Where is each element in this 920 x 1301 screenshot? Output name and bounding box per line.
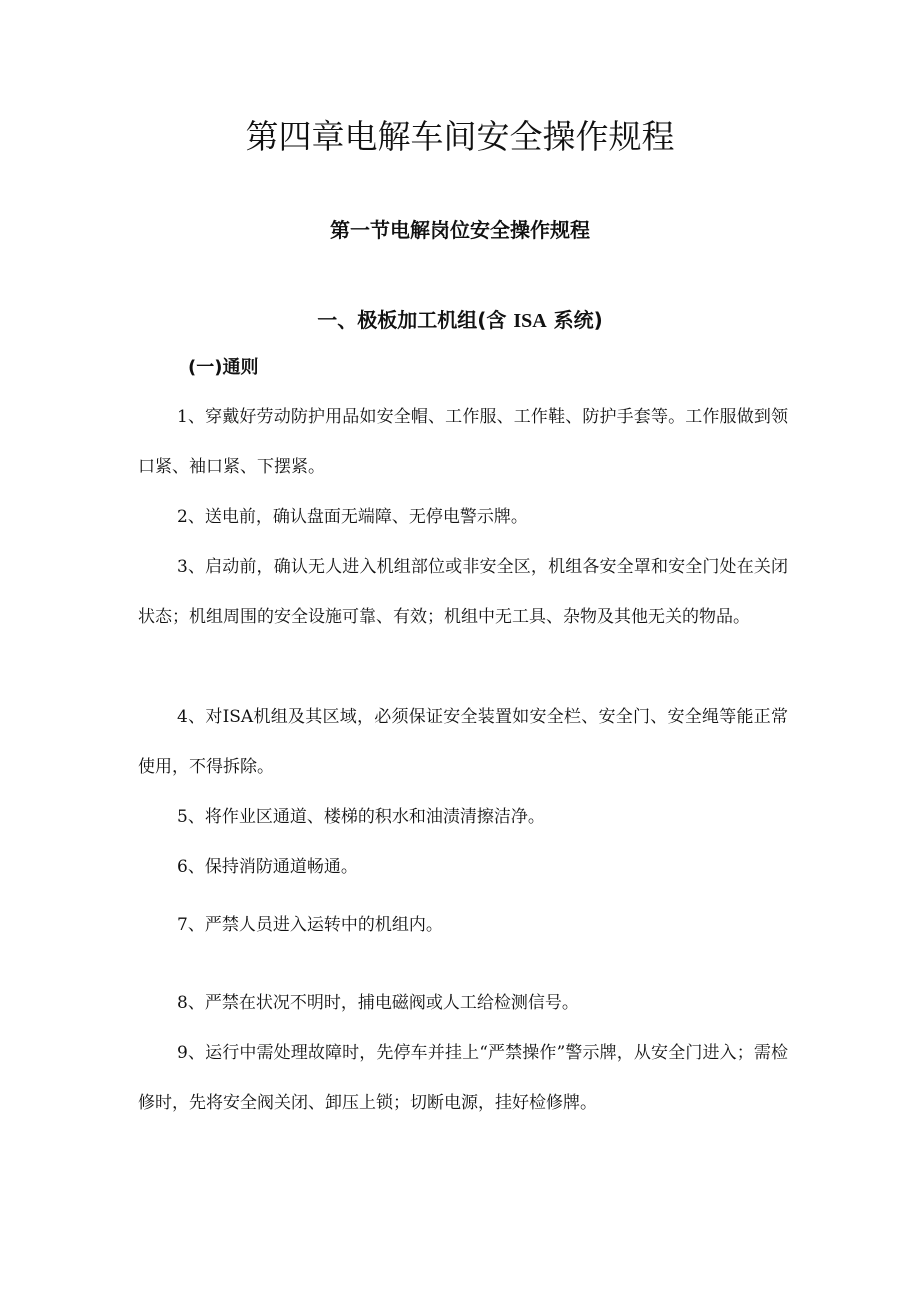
rule-item-9: 9、运行中需处理故障时，先停车并挂上“严禁操作”警示牌，从安全门进入；需检修时，先将安全阀关闭、卸压上锁；切断电源，挂好检修牌。 [138, 1043, 788, 1113]
section-title: 第一节电解岗位安全操作规程 [330, 218, 590, 242]
rule-item-3: 3、启动前，确认无人进入机组部位或非安全区，机组各安全罩和安全门处在关闭状态；机组周围的安全设施可靠、有效；机组中无工具、杂物及其他无关的物品。 [138, 557, 788, 627]
rule-item-5: 5、将作业区通道、楼梯的积水和油渍清擦洁净。 [177, 807, 545, 827]
general-heading: (一)通则 [188, 357, 259, 378]
subsection-title-latin: ISA [513, 310, 547, 332]
subsection-title-suffix: 系统) [546, 308, 603, 332]
subsection-title [0, 302, 920, 339]
rule-item-8: 8、严禁在状况不明时，捕电磁阀或人工给检测信号。 [177, 993, 579, 1013]
chapter-title: 第四章电解车间安全操作规程 [245, 117, 675, 156]
subsection-title-prefix: 一、极板加工机组(含 [317, 308, 514, 332]
rule-item-1: 1、穿戴好劳动防护用品如安全帽、工作服、工作鞋、防护手套等。工作服做到领口紧、袖口紧、下摆紧。 [138, 407, 788, 477]
rule-item-4: 4、对ISA机组及其区域，必须保证安全装置如安全栏、安全门、安全绳等能正常使用，不得拆除。 [138, 707, 788, 777]
rule-item-6: 6、保持消防通道畅通。 [177, 857, 358, 877]
rule-item-2: 2、送电前，确认盘面无端障、无停电警示牌。 [177, 507, 528, 527]
rule-item-7: 7、严禁人员进入运转中的机组内。 [177, 915, 443, 935]
